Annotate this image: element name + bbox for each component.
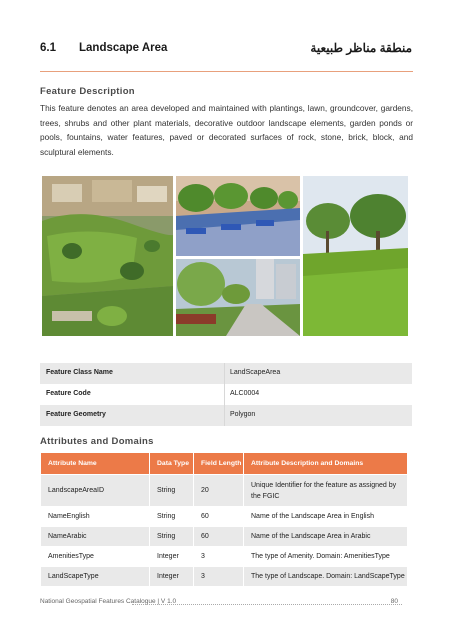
page-number: 80 bbox=[390, 598, 398, 605]
feature-description-heading: Feature Description bbox=[40, 86, 135, 97]
page-footer bbox=[40, 598, 412, 605]
feature-geometry-row bbox=[40, 405, 412, 426]
table-row bbox=[41, 567, 408, 587]
table-row bbox=[41, 547, 408, 567]
data-type-cell: Integer bbox=[150, 547, 194, 567]
column-header: Data Type bbox=[150, 453, 194, 475]
feature-description-text: This feature denotes an area developed and maintained with plantings, lawn, groundcover, gardens, trees, shrubs and other plant materials, decorative outdoor landscape elements, garden ponds or pools, fountains, water features, paved or decorated surfaces of rock, stone, brick, block, and sculptural elements. bbox=[40, 103, 413, 157]
header-divider bbox=[40, 71, 413, 72]
feature-code-label: Feature Code bbox=[46, 390, 91, 397]
landscape-photo-collage bbox=[42, 176, 408, 336]
paved-path-photo bbox=[176, 259, 300, 336]
feature-code-value: ALC0004 bbox=[230, 390, 260, 397]
feature-class-name-value: LandScapeArea bbox=[230, 369, 281, 376]
cell-divider bbox=[224, 384, 225, 405]
column-header: Field Length bbox=[194, 453, 244, 475]
section-title-arabic: منطقة مناظر طبيعية bbox=[310, 41, 412, 55]
description-cell: Unique Identifier for the feature as assigned by the FGIC bbox=[244, 475, 408, 507]
footer-dot-leader bbox=[132, 598, 402, 605]
attribute-name-cell: NameEnglish bbox=[41, 507, 150, 527]
field-length-cell: 60 bbox=[194, 507, 244, 527]
attributes-heading: Attributes and Domains bbox=[40, 436, 154, 447]
data-type-cell: String bbox=[150, 507, 194, 527]
field-length-cell: 60 bbox=[194, 527, 244, 547]
attributes-header-row bbox=[41, 453, 408, 475]
attribute-name-cell: NameArabic bbox=[41, 527, 150, 547]
feature-class-name-row bbox=[40, 363, 412, 384]
table-row bbox=[41, 527, 408, 547]
trees-lawn-photo bbox=[303, 176, 408, 336]
description-cell: The type of Landscape. Domain: LandScapeType bbox=[244, 567, 408, 587]
feature-geometry-value: Polygon bbox=[230, 411, 256, 418]
data-type-cell: Integer bbox=[150, 567, 194, 587]
feature-code-row bbox=[40, 384, 412, 405]
cell-divider bbox=[224, 405, 225, 426]
aerial-park-photo bbox=[42, 176, 173, 336]
data-type-cell: String bbox=[150, 475, 194, 507]
attribute-name-cell: AmenitiesType bbox=[41, 547, 150, 567]
attribute-name-cell: LandScapeType bbox=[41, 567, 150, 587]
feature-geometry-label: Feature Geometry bbox=[46, 411, 106, 418]
description-cell: Name of the Landscape Area in Arabic bbox=[244, 527, 408, 547]
table-row bbox=[41, 507, 408, 527]
section-title: Landscape Area bbox=[79, 42, 168, 54]
feature-info-table bbox=[40, 363, 412, 426]
description-cell: The type of Amenity. Domain: AmenitiesType bbox=[244, 547, 408, 567]
description-cell: Name of the Landscape Area in English bbox=[244, 507, 408, 527]
feature-class-name-label: Feature Class Name bbox=[46, 369, 113, 376]
column-header: Attribute Description and Domains bbox=[244, 453, 408, 475]
table-row bbox=[41, 475, 408, 507]
cell-divider bbox=[224, 363, 225, 384]
field-length-cell: 3 bbox=[194, 567, 244, 587]
attributes-table bbox=[40, 452, 408, 587]
field-length-cell: 20 bbox=[194, 475, 244, 507]
topiary-walkway-photo bbox=[176, 176, 300, 256]
data-type-cell: String bbox=[150, 527, 194, 547]
section-header bbox=[40, 42, 412, 58]
attribute-name-cell: LandscapeAreaID bbox=[41, 475, 150, 507]
field-length-cell: 3 bbox=[194, 547, 244, 567]
column-header: Attribute Name bbox=[41, 453, 150, 475]
footer-text: National Geospatial Features Catalogue | V 1.0 bbox=[40, 598, 177, 605]
section-number: 6.1 bbox=[40, 42, 56, 54]
